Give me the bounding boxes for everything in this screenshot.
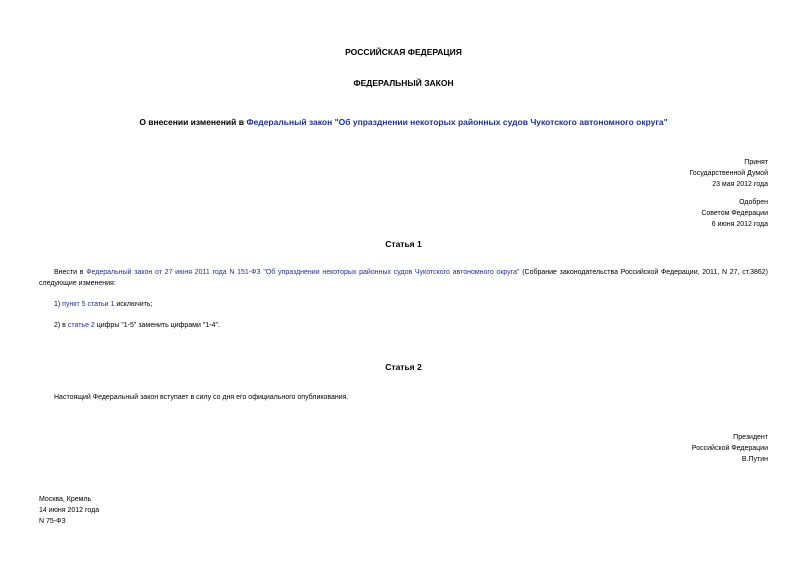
signature-line-1: Президент xyxy=(733,434,768,441)
signature-line-3: В.Путин xyxy=(741,456,768,463)
signature-block xyxy=(692,432,768,465)
article-2-heading: Статья 2 xyxy=(385,362,422,372)
title-law-link[interactable]: Федеральный закон "Об упразднении некоторых районных судов Чукотского автономного округа" xyxy=(246,117,668,127)
article-1-intro-prefix: Внести в xyxy=(54,269,87,276)
approved-line-1: Одобрен xyxy=(739,199,768,206)
law-type-heading: ФЕДЕРАЛЬНЫЙ ЗАКОН xyxy=(353,78,454,88)
footer-date: 14 июня 2012 года xyxy=(39,507,100,514)
footer-number: N 75-ФЗ xyxy=(39,518,66,525)
approved-line-2: Советом Федерации xyxy=(701,210,768,217)
approved-block xyxy=(701,197,768,230)
article-1-intro xyxy=(39,267,768,289)
item-1-link[interactable]: пункт 5 статьи 1 xyxy=(62,301,115,308)
item-1-prefix: 1) xyxy=(54,301,63,308)
article-1-intro-suffix: (Собрание законодательства Российской Федерации, 2011, N 27, ст.3862) следующие изменения: xyxy=(39,269,768,287)
law-title xyxy=(0,117,807,127)
item-1-suffix: исключить; xyxy=(114,301,153,308)
footer-place: Москва, Кремль xyxy=(39,496,92,503)
article-2-text: Настоящий Федеральный закон вступает в силу со дня его официального опубликования. xyxy=(54,394,349,401)
signature-line-2: Российской Федерации xyxy=(691,445,768,452)
approved-line-3: 6 июня 2012 года xyxy=(711,221,768,228)
adopted-block xyxy=(689,157,768,190)
law-151-fz-link[interactable]: Федеральный закон от 27 июня 2011 года N 151-ФЗ "Об упразднении некоторых районных судов Чукотского автономного округа" xyxy=(86,269,520,276)
item-2-prefix: 2) в xyxy=(54,322,68,329)
item-2-suffix: цифры "1-5" заменить цифрами "1-4". xyxy=(94,322,220,329)
article-1-heading: Статья 1 xyxy=(385,239,422,249)
article-1-item-2 xyxy=(54,320,220,331)
footer-block xyxy=(39,494,99,527)
adopted-line-3: 23 мая 2012 года xyxy=(712,181,768,188)
adopted-line-2: Государственной Думой xyxy=(689,170,768,177)
adopted-line-1: Принят xyxy=(744,159,768,166)
title-prefix: О внесении изменений в xyxy=(139,117,247,127)
article-1-item-1 xyxy=(54,299,152,310)
country-heading: РОССИЙСКАЯ ФЕДЕРАЦИЯ xyxy=(345,47,462,57)
item-2-link[interactable]: статье 2 xyxy=(67,322,95,329)
